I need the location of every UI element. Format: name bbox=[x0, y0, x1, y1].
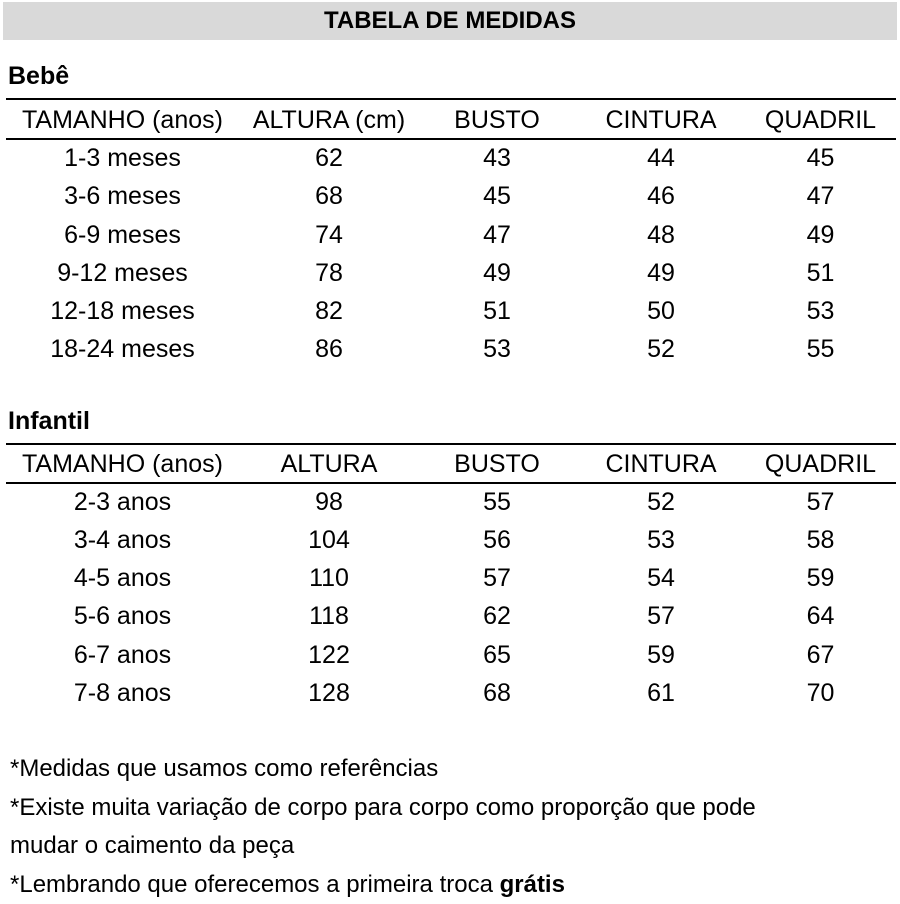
table-header-row bbox=[0, 445, 900, 483]
table-cell: 57 bbox=[581, 597, 741, 635]
table-cell: 7-8 anos bbox=[0, 674, 245, 712]
table-cell: 67 bbox=[741, 636, 900, 674]
table-cell: 49 bbox=[581, 254, 741, 292]
header-cell: ALTURA bbox=[245, 445, 413, 483]
table-row bbox=[0, 597, 900, 635]
table-cell: 110 bbox=[245, 559, 413, 597]
table-cell: 3-6 meses bbox=[0, 177, 245, 215]
table-cell: 2-3 anos bbox=[0, 483, 245, 521]
divider bbox=[6, 98, 896, 100]
table-cell: 46 bbox=[581, 177, 741, 215]
table-cell: 64 bbox=[741, 597, 900, 635]
table-cell: 55 bbox=[741, 330, 900, 368]
header-cell: QUADRIL bbox=[741, 445, 900, 483]
footnotes bbox=[10, 750, 890, 904]
table-cell: 9-12 meses bbox=[0, 254, 245, 292]
table-cell: 59 bbox=[741, 559, 900, 597]
table-row bbox=[0, 177, 900, 215]
table-cell: 104 bbox=[245, 521, 413, 559]
table-cell: 51 bbox=[413, 292, 581, 330]
table-row bbox=[0, 559, 900, 597]
table-cell: 50 bbox=[581, 292, 741, 330]
table-cell: 6-9 meses bbox=[0, 216, 245, 254]
table-cell: 6-7 anos bbox=[0, 636, 245, 674]
table-header-row bbox=[0, 101, 900, 139]
table-row bbox=[0, 292, 900, 330]
table-cell: 5-6 anos bbox=[0, 597, 245, 635]
table-row bbox=[0, 139, 900, 177]
table-cell: 65 bbox=[413, 636, 581, 674]
table-cell: 62 bbox=[245, 139, 413, 177]
table-cell: 53 bbox=[741, 292, 900, 330]
table-row bbox=[0, 216, 900, 254]
table-cell: 43 bbox=[413, 139, 581, 177]
table-cell: 48 bbox=[581, 216, 741, 254]
footnote-line: *Existe muita variação de corpo para corpo como proporção que pode bbox=[10, 789, 890, 828]
table-cell: 51 bbox=[741, 254, 900, 292]
table-cell: 53 bbox=[581, 521, 741, 559]
table-cell: 74 bbox=[245, 216, 413, 254]
table-cell: 1-3 meses bbox=[0, 139, 245, 177]
header-cell: QUADRIL bbox=[741, 101, 900, 139]
table-cell: 49 bbox=[741, 216, 900, 254]
footnote-text: *Lembrando que oferecemos a primeira troca bbox=[10, 871, 500, 898]
footnote-line: mudar o caimento da peça bbox=[10, 827, 890, 866]
header-cell: ALTURA (cm) bbox=[245, 101, 413, 139]
table-row bbox=[0, 521, 900, 559]
table-cell: 44 bbox=[581, 139, 741, 177]
table-row bbox=[0, 254, 900, 292]
header-cell: TAMANHO (anos) bbox=[0, 101, 245, 139]
table-row bbox=[0, 674, 900, 712]
header-cell: CINTURA bbox=[581, 101, 741, 139]
table-cell: 52 bbox=[581, 330, 741, 368]
table-cell: 78 bbox=[245, 254, 413, 292]
table-row bbox=[0, 483, 900, 521]
table-cell: 45 bbox=[741, 139, 900, 177]
table-cell: 3-4 anos bbox=[0, 521, 245, 559]
header-cell: BUSTO bbox=[413, 445, 581, 483]
table-cell: 4-5 anos bbox=[0, 559, 245, 597]
table-cell: 45 bbox=[413, 177, 581, 215]
section-label-bebe: Bebê bbox=[8, 62, 69, 91]
table-row bbox=[0, 330, 900, 368]
table-row bbox=[0, 636, 900, 674]
table-cell: 68 bbox=[413, 674, 581, 712]
table-cell: 62 bbox=[413, 597, 581, 635]
table-cell: 86 bbox=[245, 330, 413, 368]
table-cell: 68 bbox=[245, 177, 413, 215]
table-cell: 82 bbox=[245, 292, 413, 330]
table-cell: 54 bbox=[581, 559, 741, 597]
header-cell: BUSTO bbox=[413, 101, 581, 139]
table-cell: 70 bbox=[741, 674, 900, 712]
table-cell: 128 bbox=[245, 674, 413, 712]
table-cell: 12-18 meses bbox=[0, 292, 245, 330]
table-cell: 56 bbox=[413, 521, 581, 559]
footnote-line: *Medidas que usamos como referências bbox=[10, 750, 890, 789]
table-cell: 58 bbox=[741, 521, 900, 559]
table-cell: 61 bbox=[581, 674, 741, 712]
table-cell: 57 bbox=[413, 559, 581, 597]
section-label-infantil: Infantil bbox=[8, 407, 90, 436]
table-cell: 47 bbox=[413, 216, 581, 254]
table-cell: 18-24 meses bbox=[0, 330, 245, 368]
header-cell: TAMANHO (anos) bbox=[0, 445, 245, 483]
table-cell: 53 bbox=[413, 330, 581, 368]
table-cell: 59 bbox=[581, 636, 741, 674]
table-cell: 55 bbox=[413, 483, 581, 521]
footnote-emphasis: grátis bbox=[500, 871, 565, 898]
table-cell: 122 bbox=[245, 636, 413, 674]
table-cell: 52 bbox=[581, 483, 741, 521]
header-cell: CINTURA bbox=[581, 445, 741, 483]
table-cell: 118 bbox=[245, 597, 413, 635]
page-title: TABELA DE MEDIDAS bbox=[3, 2, 897, 40]
table-cell: 57 bbox=[741, 483, 900, 521]
table-cell: 49 bbox=[413, 254, 581, 292]
table-cell: 47 bbox=[741, 177, 900, 215]
footnote-line bbox=[10, 866, 890, 904]
table-cell: 98 bbox=[245, 483, 413, 521]
